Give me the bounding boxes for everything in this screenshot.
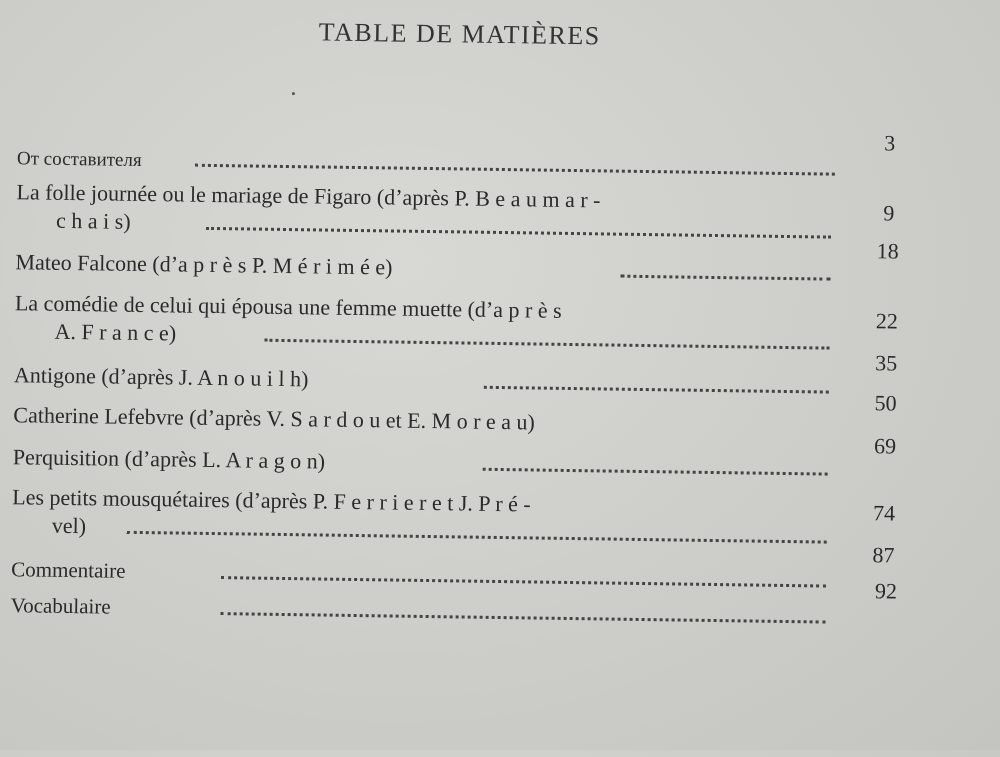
paper-speck <box>292 92 295 95</box>
toc-entry-title: Catherine Lefebvre (d’après V. S a r d o u et E. M o r e a u) <box>13 402 536 435</box>
leader-dots <box>127 519 827 544</box>
leader-dots <box>221 564 826 587</box>
toc-entry-title: Perquisition (d’après L. A r a g o n) <box>12 444 326 474</box>
toc-entry-title: La comédie de celui qui épousa une femme muette (d’a p r è s <box>14 290 562 323</box>
toc-entry <box>16 178 897 252</box>
toc-entry-title: La folle journée ou le mariage de Figaro (d’après P. B e a u m a r - <box>16 179 601 213</box>
leader-dots <box>483 456 828 476</box>
toc-entry-title: Vocabulaire <box>10 593 111 619</box>
toc-entry-title-cont: A. F r a n c e) <box>54 318 177 346</box>
toc-page-number: 92 <box>874 578 898 604</box>
toc-page-number: 74 <box>872 500 896 526</box>
toc-entry <box>12 483 896 557</box>
leader-dots <box>221 600 826 623</box>
toc-entry-title: Mateo Falcone (d’a p r è s P. M é r i m é e) <box>15 249 393 280</box>
toc-entry <box>13 443 893 489</box>
toc-page-number: 50 <box>874 390 897 416</box>
leader-dots <box>195 152 835 176</box>
toc-entry-title: От составителя <box>16 148 142 171</box>
page-title: TABLE DE MATIÈRES <box>318 17 601 51</box>
toc-page-number: 35 <box>875 350 898 376</box>
toc-page-number: 3 <box>884 130 896 156</box>
toc-page-number: 18 <box>876 238 899 264</box>
toc-entry <box>13 401 893 447</box>
toc-page-number: 22 <box>875 308 898 334</box>
toc-entry <box>15 248 895 294</box>
toc-entry-title-cont: vel) <box>51 512 87 539</box>
toc-page-number: 69 <box>873 433 897 459</box>
toc-entry <box>14 289 895 363</box>
toc-page-number: 87 <box>872 542 895 568</box>
leader-dots <box>264 327 829 350</box>
toc-entry-title-cont: c h a i s) <box>55 207 131 234</box>
leader-dots <box>620 263 830 281</box>
toc-entry-title: Commentaire <box>11 557 126 583</box>
leader-dots <box>206 215 831 239</box>
leader-dots <box>484 374 829 394</box>
toc-entry-title: Les petits mousquétaires (d’après P. F e r r i e r e t J. P r é - <box>12 484 531 517</box>
toc-entry-title: Antigone (d’après J. A n o u i l h) <box>13 362 309 392</box>
toc-entry <box>14 361 894 407</box>
toc-page-number: 9 <box>883 200 895 226</box>
